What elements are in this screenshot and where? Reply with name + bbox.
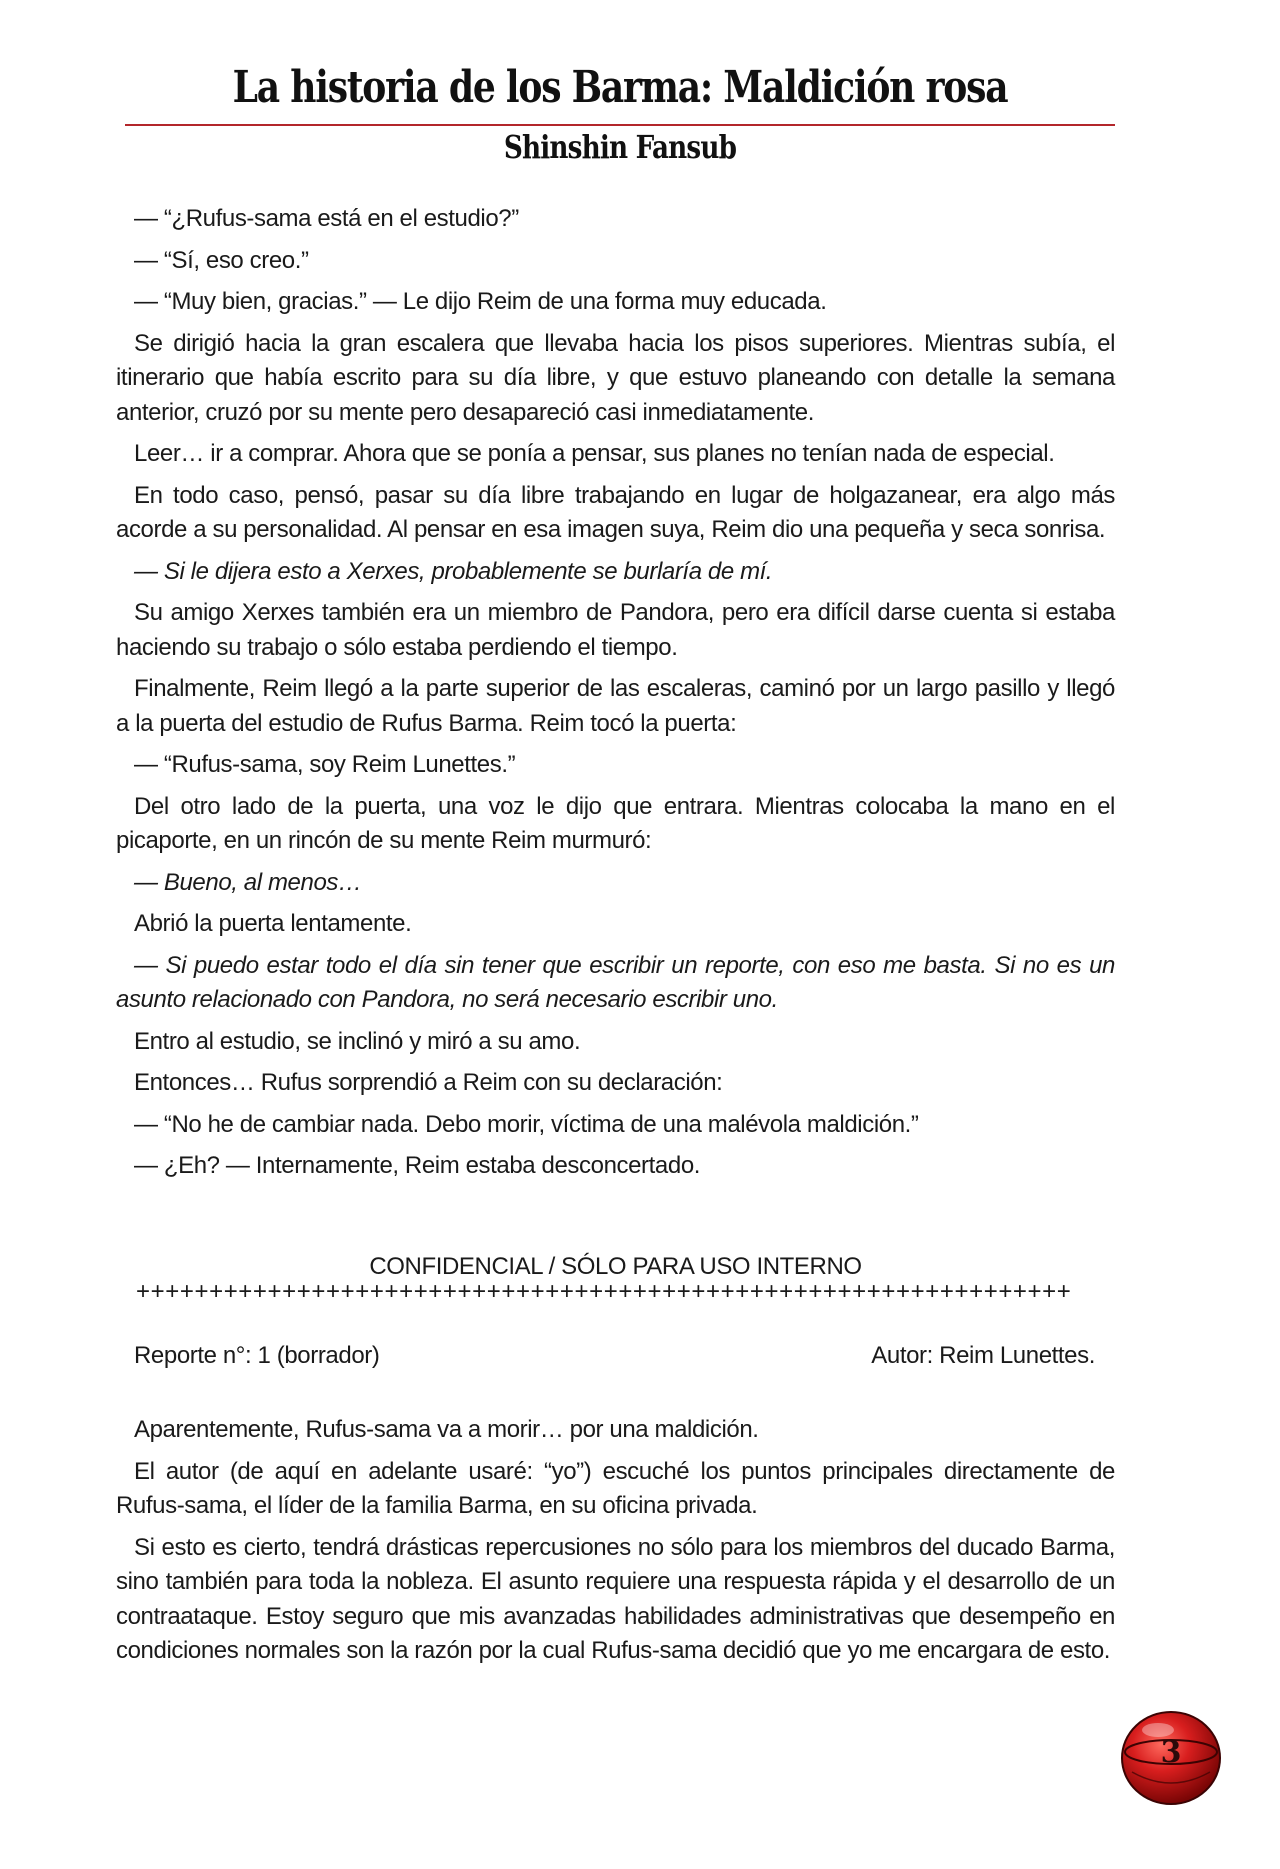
paragraph: Aparentemente, Rufus-sama va a morir… por una maldición. — [134, 1416, 759, 1443]
paragraph: — Si puedo estar todo el día sin tener que escribir un reporte, con eso me basta. Si no es un asunto relacionado con Pandora, no será necesario escribir uno. — [116, 951, 1115, 1013]
report-meta-row — [116, 1342, 1115, 1370]
report-number: Reporte n°: 1 (borrador) — [134, 1342, 380, 1369]
paragraph: En todo caso, pensó, pasar su día libre trabajando en lugar de holgazanear, era algo más acorde a su personalidad. Al pensar en esa imagen suya, Reim dio una pequeña y seca sonrisa. — [116, 481, 1115, 543]
paragraph: Entro al estudio, se inclinó y miró a su amo. — [134, 1027, 581, 1055]
confidential-heading: CONFIDENCIAL / SÓLO PARA USO INTERNO — [369, 1253, 862, 1280]
paragraph: Si esto es cierto, tendrá drásticas repercusiones no sólo para los miembros del ducado Barma, sino también para toda la nobleza. El asunto requiere una respuesta rápida y el desarrollo de un contraataque. Estoy seguro que mis avanzadas habilidades administrativas que desempeño en condiciones normales son la razón por la cual Rufus-sama decidió que yo me encargara de esto. — [116, 1533, 1115, 1664]
paragraph: — ¿Eh? — Internamente, Reim estaba desconcertado. — [134, 1152, 701, 1179]
report-body — [116, 1413, 1115, 1676]
paragraph: — “Muy bien, gracias.” — Le dijo Reim de una forma muy educada. — [134, 288, 827, 315]
paragraph: — Si le dijera esto a Xerxes, probablemente se burlaría de mí. — [134, 557, 773, 585]
paragraph: Finalmente, Reim llegó a la parte superior de las escaleras, caminó por un largo pasillo y llegó a la puerta del estudio de Rufus Barma. Reim tocó la puerta: — [116, 675, 1115, 737]
paragraph: Del otro lado de la puerta, una voz le dijo que entrara. Mientras colocaba la mano en el picaporte, en un rincón de su mente Reim murmuró: — [116, 792, 1115, 854]
paragraph: — Bueno, al menos… — [134, 868, 362, 896]
paragraph: Abrió la puerta lentamente. — [134, 910, 412, 937]
paragraph: Entonces… Rufus sorprendió a Reim con su declaración: — [134, 1069, 723, 1096]
report-author: Autor: Reim Lunettes. — [871, 1342, 1095, 1369]
paragraph: Leer… ir a comprar. Ahora que se ponía a pensar, sus planes no tenían nada de especial. — [134, 440, 1055, 467]
paragraph: — “Rufus-sama, soy Reim Lunettes.” — [134, 751, 516, 778]
paragraph: — “Sí, eso creo.” — [134, 246, 309, 274]
header-divider — [125, 124, 1115, 126]
paragraph: — “No he de cambiar nada. Debo morir, víctima de una malévola maldición.” — [134, 1110, 919, 1138]
paragraph: Se dirigió hacia la gran escalera que llevaba hacia los pisos superiores. Mientras subía, el itinerario que había escrito para su día libre, y que estuvo planeando con detalle la semana anterior, cruzó por su mente pero desapareció casi inmediatamente. — [116, 329, 1115, 426]
report-header — [116, 1252, 1115, 1370]
plus-separator: ++++++++++++++++++++++++++++++++++++++++++++++++++++++++++++++++ — [136, 1282, 1072, 1302]
page-title: La historia de los Barma: Maldición rosa — [232, 62, 1008, 113]
page-subtitle: Shinshin Fansub — [503, 128, 737, 166]
story-body — [116, 202, 1115, 1191]
paragraph: — “¿Rufus-sama está en el estudio?” — [134, 205, 519, 232]
paragraph: Su amigo Xerxes también era un miembro de Pandora, pero era difícil darse cuenta si estaba haciendo su trabajo o sólo estaba perdiendo el tiempo. — [116, 599, 1115, 661]
page-number: 3 — [1160, 1735, 1182, 1770]
paragraph: El autor (de aquí en adelante usaré: “yo”) escuché los puntos principales directamente de Rufus-sama, el líder de la familia Barma, en su oficina privada. — [116, 1457, 1115, 1519]
